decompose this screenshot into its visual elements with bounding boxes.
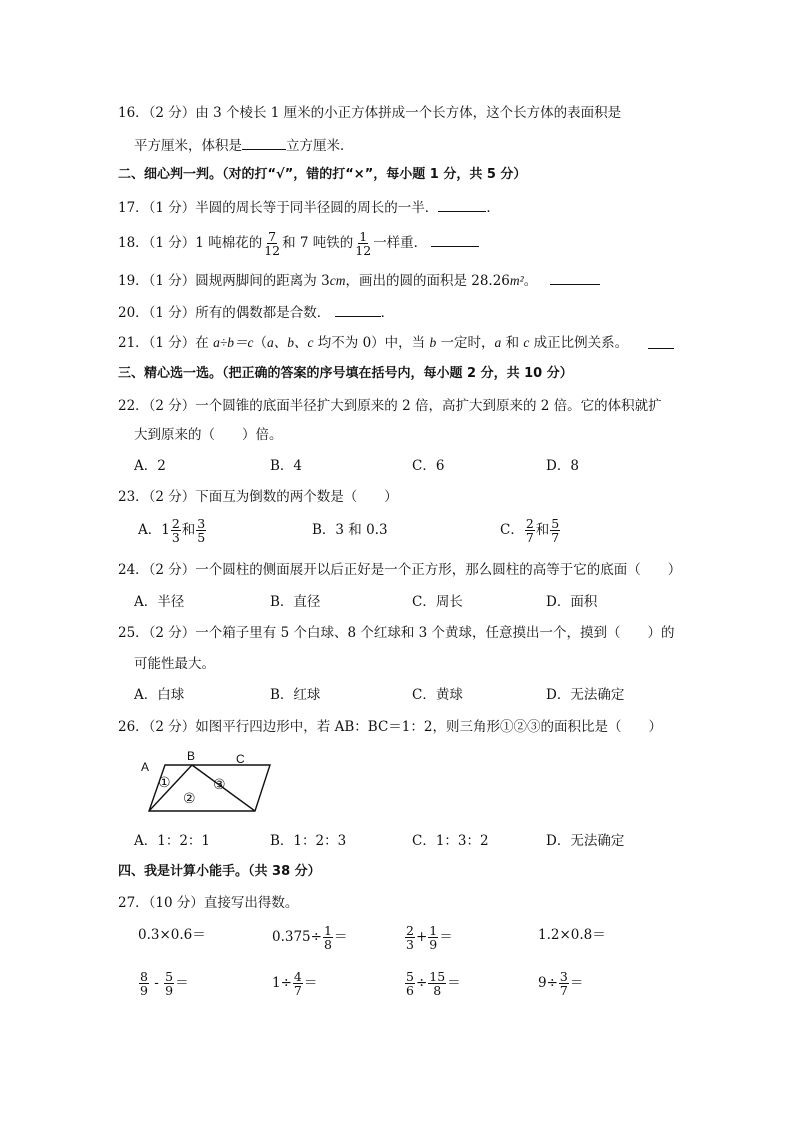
q27-expr-7: $\frac{5}{6}$ ÷ $\frac{15}{8}$ ＝: [406, 969, 461, 998]
q22-line2: 大到原来的（ ）倍。: [134, 427, 283, 443]
label-a: A: [141, 760, 150, 774]
q18-pre: 18．（1 分）1 吨棉花的: [118, 235, 263, 251]
q21-pre: 21．（1 分）在: [118, 335, 214, 351]
q26-option-b[interactable]: B．1：2：3: [270, 833, 347, 849]
label-b: B: [187, 749, 196, 763]
q20-blank[interactable]: [335, 302, 381, 317]
q18-fraction-1: $\frac{7}{12}$: [264, 229, 281, 258]
q22-option-d[interactable]: D．8: [546, 458, 579, 474]
q21: [118, 334, 628, 352]
q21-blank[interactable]: [648, 334, 674, 349]
q20-end: ．: [380, 305, 395, 321]
q17-blank[interactable]: [438, 197, 486, 212]
q23-stem: 23．（2 分）下面互为倒数的两个数是（ ）: [118, 489, 398, 505]
q19: [118, 270, 600, 290]
section-2-title: 二、细心判一判。（对的打“√”，错的打“×”，每小题 1 分，共 5 分）: [118, 167, 527, 182]
q27-stem: 27．（10 分）直接写出得数。: [118, 895, 299, 911]
q25-option-d[interactable]: D．无法确定: [546, 687, 625, 703]
q25-line1: 25．（2 分）一个箱子里有 5 个白球、8 个红球和 3 个黄球，任意摸出一个，摸到（ ）的: [118, 625, 675, 641]
q19-blank[interactable]: [550, 270, 600, 285]
q22-option-b[interactable]: B．4: [270, 458, 303, 474]
triangle-3-label: ③: [213, 777, 226, 793]
q22-option-c[interactable]: C．6: [412, 458, 445, 474]
q21-mid1: （: [253, 335, 268, 351]
q26-option-d[interactable]: D．无法确定: [546, 833, 625, 849]
q27-expr-4: 1.2×0.8＝: [538, 927, 606, 943]
q23-option-b[interactable]: B．3 和 0.3: [312, 522, 388, 538]
q27-expr-8: 9÷ $\frac{3}{7}$ ＝: [538, 969, 584, 998]
q18: [118, 226, 479, 260]
q16-line2: [134, 135, 354, 155]
q23-a-fraction-2: $\frac{3}{5}$: [197, 516, 206, 545]
label-c: C: [236, 752, 245, 766]
q23-option-c[interactable]: C． $\frac{2}{7}$ 和 $\frac{5}{7}$: [500, 516, 560, 545]
triangle-1-label: ①: [158, 775, 171, 791]
q16-line2-end: 立方厘米．: [286, 138, 354, 154]
q23-a-fraction-1: $\frac{2}{3}$: [171, 516, 180, 545]
q16-line1: 16．（2 分）由 3 个棱长 1 厘米的小正方体拼成一个长方体，这个长方体的表面积是: [118, 105, 622, 121]
q21-var-b: b: [429, 335, 437, 350]
q18-blank[interactable]: [431, 232, 479, 247]
section-3-title: 三、精心选一选。（把正确的答案的序号填在括号内，每小题 2 分，共 10 分）: [118, 366, 573, 381]
q17-end: ．: [486, 200, 500, 216]
q24-option-c[interactable]: C．周长: [412, 594, 463, 610]
q17: [118, 197, 500, 217]
q20-text: 20．（1 分）所有的偶数都是合数．: [118, 305, 331, 321]
q21-mid2: 均不为 0）中，当: [313, 335, 430, 351]
q21-mid4: 和: [501, 335, 524, 351]
q27-expr-2: 0.375÷ $\frac{1}{8}$ ＝: [272, 923, 348, 952]
q21-mid3: 一定时，: [436, 335, 495, 351]
q27-expr-6: 1÷ $\frac{4}{7}$ ＝: [272, 969, 318, 998]
q26-parallelogram-figure: [135, 745, 285, 817]
q25-option-a[interactable]: A．白球: [134, 687, 185, 703]
q23-c-fraction-2: $\frac{5}{7}$: [551, 516, 560, 545]
q21-vars: a、b、c: [267, 335, 314, 350]
q21-equation: a÷b＝c: [213, 335, 254, 350]
q19-mid: ，画出的圆的面积是 28.26: [345, 273, 510, 289]
q26-option-c[interactable]: C．1：3：2: [412, 833, 489, 849]
q16-line2-start: 平方厘米，体积是: [134, 138, 242, 154]
q22-option-a[interactable]: A．2: [134, 458, 166, 474]
q25-option-b[interactable]: B．红球: [270, 687, 321, 703]
q24-option-a[interactable]: A．半径: [134, 594, 185, 610]
q17-text: 17．（1 分）半圆的周长等于同半径圆的周长的一半．: [118, 200, 439, 216]
q27-expr-1: 0.3×0.6＝: [138, 927, 206, 943]
q25-line2: 可能性最大。: [134, 656, 215, 672]
q18-mid: 和 7 吨铁的: [282, 235, 354, 251]
q24-option-b[interactable]: B．直径: [270, 594, 321, 610]
q21-var-c: c: [523, 335, 530, 350]
q19-unit-cm: cm: [329, 273, 346, 288]
q23-c-fraction-1: $\frac{2}{7}$: [525, 516, 534, 545]
q27-expr-3: $\frac{2}{3}$ + $\frac{1}{9}$ ＝: [406, 923, 453, 952]
q19-unit-m2: m²: [509, 273, 524, 288]
q16-blank[interactable]: [242, 135, 286, 150]
q27-expr-5: $\frac{8}{9}$ - $\frac{5}{9}$ ＝: [140, 969, 189, 998]
q25-option-c[interactable]: C．黄球: [412, 687, 463, 703]
section-4-title: 四、我是计算小能手。（共 38 分）: [118, 864, 321, 879]
q21-post: 成正比例关系。: [529, 335, 629, 351]
q21-var-a: a: [494, 335, 502, 350]
q19-post: 。: [523, 273, 538, 289]
q24-stem: 24．（2 分）一个圆柱的侧面展开以后正好是一个正方形，那么圆柱的高等于它的底面（ ）: [118, 562, 682, 578]
q26-stem: 26．（2 分）如图平行四边形中，若 AB：BC＝1：2，则三角形①②③的面积比是（ ）: [118, 719, 662, 735]
q23-option-a[interactable]: A．1 $\frac{2}{3}$ 和 $\frac{3}{5}$: [138, 516, 206, 545]
q19-pre: 19．（1 分）圆规两脚间的距离为 3: [118, 273, 330, 289]
q18-fraction-2: $\frac{1}{12}$: [355, 229, 372, 258]
q22-line1: 22．（2 分）一个圆锥的底面半径扩大到原来的 2 倍，高扩大到原来的 2 倍。它的体积就扩: [118, 398, 662, 414]
q18-post: 一样重．: [373, 235, 428, 251]
q20: [118, 302, 394, 322]
triangle-2-label: ②: [183, 791, 196, 807]
q26-option-a[interactable]: A．1：2：1: [134, 833, 211, 849]
q24-option-d[interactable]: D．面积: [546, 594, 598, 610]
